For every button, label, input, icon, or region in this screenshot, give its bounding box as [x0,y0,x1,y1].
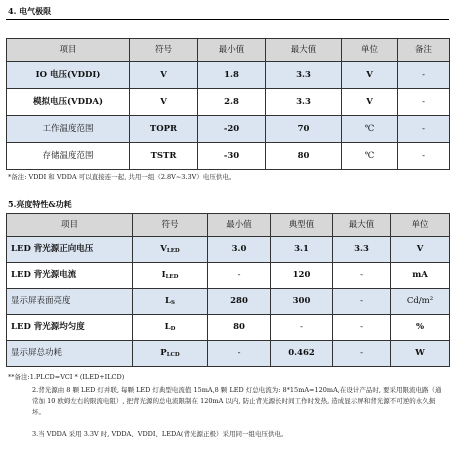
symbol-sub: LED [166,247,180,254]
header-note: 备注 [398,39,450,62]
row-typ: 3.1 [271,237,333,263]
row-unit: ℃ [342,143,398,170]
row-max: - [333,289,391,315]
header-max: 最大值 [266,39,342,62]
header-max: 最大值 [333,214,391,237]
row-unit: V [342,89,398,116]
table-row [7,89,450,116]
table-header-row [7,214,450,237]
row-unit: V [391,237,450,263]
symbol-main: V [160,243,167,254]
table-row [7,263,450,289]
header-unit: 单位 [391,214,450,237]
header-symbol: 符号 [133,214,208,237]
row-symbol: TOPR [130,116,198,143]
row-min: 2.8 [198,89,266,116]
row-item: 存储温度范围 [7,143,130,170]
row-item: 模拟电压(VDDA) [7,89,130,116]
row-symbol [133,315,208,341]
symbol-main: I [161,269,166,280]
header-item: 项目 [7,214,133,237]
symbol-sub: LCD [166,351,180,358]
row-max: - [333,341,391,367]
table-header-row [7,39,450,62]
symbol-sub: LED [165,273,179,280]
symbol-sub: S [171,299,175,306]
row-symbol [133,237,208,263]
row-min: - [208,263,271,289]
table-row [7,341,450,367]
row-min: - [208,341,271,367]
electrical-limits-remark: *备注: VDDI 和 VDDA 可以直接连一起, 共用一组（2.8V~3.3V）电压供电。 [8,173,236,181]
table-row [7,143,450,170]
power-remark-3: 3.当 VDDA 采用 3.3V 时, VDDA、VDDI、LEDA(背光源正极）采用同一组电压供电。 [32,430,288,438]
row-unit: ℃ [342,116,398,143]
table-row [7,237,450,263]
row-unit: % [391,315,450,341]
header-min: 最小值 [208,214,271,237]
row-item: 显示屏总功耗 [7,341,133,367]
row-max: 3.3 [266,62,342,89]
row-min: 1.8 [198,62,266,89]
row-max: 3.3 [333,237,391,263]
row-item: LED 背光源正向电压 [7,237,133,263]
row-max: 70 [266,116,342,143]
row-unit: W [391,341,450,367]
electrical-limits-table [6,38,450,170]
symbol-main: P [160,347,167,358]
row-note: - [398,143,450,170]
section-title-brightness-power: 5.亮度特性&功耗 [8,199,72,209]
row-symbol [133,289,208,315]
symbol-main: L [165,295,171,306]
row-max: 80 [266,143,342,170]
power-remark-1: **备注:1.PLCD=VCI * (ILED+ILCD) [8,373,125,381]
table-row [7,62,450,89]
header-min: 最小值 [198,39,266,62]
row-max: 3.3 [266,89,342,116]
section-divider [6,19,449,20]
row-note: - [398,62,450,89]
row-symbol: TSTR [130,143,198,170]
header-item: 项目 [7,39,130,62]
symbol-sub: D [170,325,176,332]
row-typ: 0.462 [271,341,333,367]
row-typ: 300 [271,289,333,315]
row-min: -20 [198,116,266,143]
row-symbol: V [130,62,198,89]
row-typ: - [271,315,333,341]
header-unit: 单位 [342,39,398,62]
row-min: 80 [208,315,271,341]
row-item: 工作温度范围 [7,116,130,143]
section-title-electrical-limits: 4. 电气极限 [8,6,52,16]
row-min: 280 [208,289,271,315]
row-note: - [398,116,450,143]
row-unit: Cd/m² [391,289,450,315]
row-item: LED 背光源均匀度 [7,315,133,341]
row-unit: mA [391,263,450,289]
header-symbol: 符号 [130,39,198,62]
row-note: - [398,89,450,116]
row-symbol [133,341,208,367]
brightness-power-table [6,213,450,367]
table-row [7,116,450,143]
power-remark-2: 2.背光源由 8 颗 LED 灯并联, 每颗 LED 灯典型电流值 15mA,8 颗 LED 灯总电流为: 8*15mA=120mA,在设计产品时, 要采用限流电路（通常加 10 欧姆左右的限流电阻）, 把背光源的总电流限制在 120mA 以内, 防止背光源长时间工作时发热, 造成显示屏和背光源不可逆的永久损坏。 [32,386,442,416]
row-max: - [333,315,391,341]
row-item: IO 电压(VDDI) [7,62,130,89]
row-item: 显示屏表面亮度 [7,289,133,315]
row-symbol: V [130,89,198,116]
row-item: LED 背光源电流 [7,263,133,289]
header-typ: 典型值 [271,214,333,237]
row-min: 3.0 [208,237,271,263]
row-typ: 120 [271,263,333,289]
row-unit: V [342,62,398,89]
row-min: -30 [198,143,266,170]
row-max: - [333,263,391,289]
table-row [7,315,450,341]
table-row [7,289,450,315]
row-symbol [133,263,208,289]
symbol-main: L [164,321,171,332]
